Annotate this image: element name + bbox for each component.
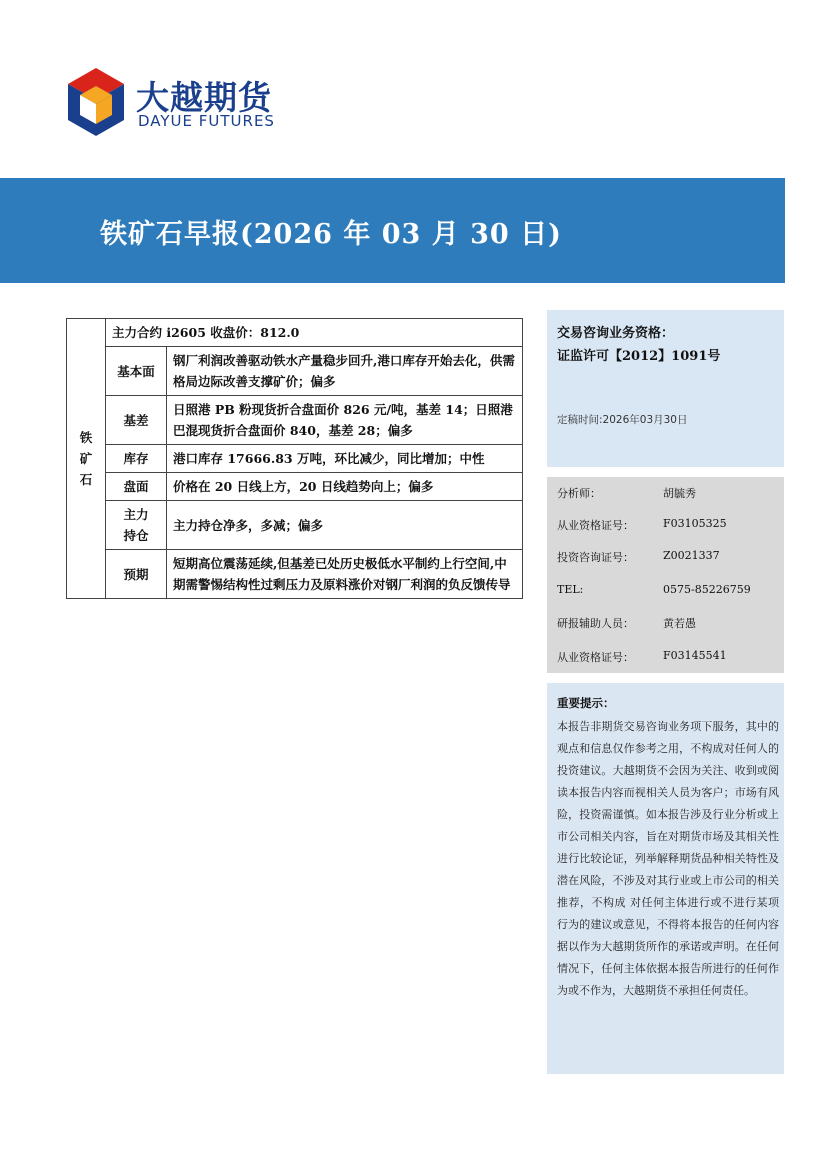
brand-name-en: DAYUE FUTURES [138,112,275,130]
table-row [67,445,523,473]
contract-header: 主力合约 i2605 收盘价：812.0 [106,319,523,347]
category-label: 铁矿石 [79,430,93,487]
analyst-key: TEL: [557,583,584,596]
row-label: 预期 [106,550,167,599]
row-label: 基差 [106,396,167,445]
qualification-panel [547,310,784,467]
title-banner [0,178,785,283]
table-row [67,319,523,347]
notice-panel [547,683,784,1074]
logo-hexagon-icon [66,68,126,138]
row-content: 港口库存 17666.83 万吨，环比减少，同比增加；中性 [167,445,523,473]
table-row [67,501,523,550]
row-label-text: 主力持仓 [123,507,149,543]
analyst-key: 从业资格证号： [557,519,634,532]
analyst-key: 投资咨询证号： [557,551,634,564]
row-content: 主力持仓净多，多减；偏多 [167,501,523,550]
notice-title: 重要提示： [557,696,615,710]
row-content: 日照港 PB 粉现货折合盘面价 826 元/吨，基差 14；日照港巴混现货折合盘面价 840，基差 28；偏多 [167,396,523,445]
analyst-value: 胡毓秀 [663,487,696,500]
analyst-value: F03105325 [663,517,727,530]
table-row [67,347,523,396]
analyst-value: Z0021337 [663,549,720,562]
qualification-title: 交易咨询业务资格： [557,326,675,341]
analyst-key: 从业资格证号： [557,651,634,664]
row-label [106,501,167,550]
row-label: 库存 [106,445,167,473]
table-row [67,473,523,501]
company-logo [66,68,296,140]
row-content: 价格在 20 日线上方，20 日线趋势向上；偏多 [167,473,523,501]
analyst-value: 0575-85226759 [663,583,751,596]
row-content: 短期高位震荡延续,但基差已处历史极低水平制约上行空间,中期需警惕结构性过剩压力及原料涨价对钢厂利润的负反馈传导 [167,550,523,599]
analyst-key: 研报辅助人员： [557,617,634,630]
notice-body: 本报告非期货交易咨询业务项下服务，其中的观点和信息仅作参考之用，不构成对任何人的投资建议。大越期货不会因为关注、收到或阅读本报告内容而视相关人员为客户；市场有风险，投资需谨慎。如本报告涉及行业分析或上市公司相关内容，旨在对期货市场及其相关性进行比较论证，列举解释期货品种相关特性及潜在风险，不涉及对其行业或上市公司的相关推荐，不构成 对任何主体进行或不进行某项行为的建议或意见，不得将本报告的任何内容据以作为大越期货所作的承诺或声明。在任何情况下，任何主体依据本报告所进行的任何作为或不作为，大越期货不承担任何责任。 [557,720,779,997]
summary-table [66,318,523,599]
category-cell [67,319,106,599]
analyst-value: 黄若愚 [663,617,696,630]
table-row [67,396,523,445]
report-title: 铁矿石早报(2026 年 03 月 30 日) [100,219,562,250]
row-label: 基本面 [106,347,167,396]
finalized-time: 定稿时间:2026年03月30日 [557,414,688,426]
analyst-panel [547,477,784,673]
analyst-key: 分析师： [557,487,601,500]
row-label: 盘面 [106,473,167,501]
license-number: 证监许可【2012】1091号 [557,349,721,364]
table-row [67,550,523,599]
row-content: 钢厂利润改善驱动铁水产量稳步回升,港口库存开始去化，供需格局边际改善支撑矿价；偏多 [167,347,523,396]
brand-name-cn: 大越期货 [136,78,272,117]
analyst-value: F03145541 [663,649,727,662]
